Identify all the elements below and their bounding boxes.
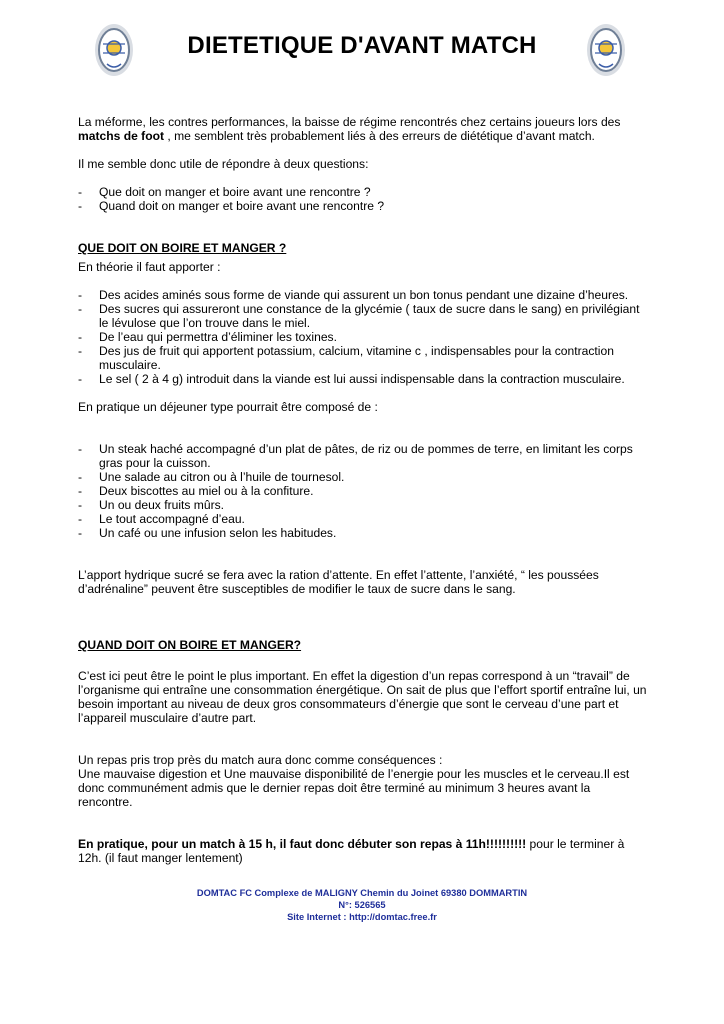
list-item: - Un ou deux fruits mûrs. (78, 498, 225, 512)
list-item: - Des jus de fruit qui apportent potassium, calcium, vitamine c , indispensables pour la contraction musculaire. (78, 344, 614, 372)
footer-number: N°: 526565 (338, 900, 386, 910)
footer-website: Site Internet : http://domtac.free.fr (287, 912, 437, 922)
consequences-paragraph (78, 753, 648, 809)
section-heading: QUE DOIT ON BOIRE ET MANGER ? (78, 241, 287, 255)
list-item: - Des sucres qui assureront une constance de la glycémie ( taux de sucre dans le sang) en privilégiant le lévulose que l’on trouve dans le miel. (78, 302, 640, 330)
question-list (78, 185, 648, 213)
practice-conclusion (78, 837, 648, 865)
intro-bold-text: matchs de foot (78, 129, 165, 143)
digestion-paragraph: C’est ici peut être le point le plus important. En effet la digestion d’un repas correspond à un “travail” de l’organisme qui entraîne une consommation énergétique. On sait de plus que l’effort sportif entraîne lui, un besoin important au niveau de deux gros consommateurs d’énergie que sont le cerveau d’une part et l’appareil musculaire d’autre part. (78, 669, 647, 725)
list-item: - Une salade au citron ou à l’huile de tournesol. (78, 470, 345, 484)
practice-lead: En pratique un déjeuner type pourrait être composé de : (78, 400, 378, 414)
intro-question-lead: Il me semble donc utile de répondre à deux questions: (78, 157, 369, 171)
list-item: - Que doit on manger et boire avant une rencontre ? (78, 185, 371, 199)
consequences-lead: Un repas pris trop près du match aura donc comme conséquences : (78, 753, 443, 767)
list-item: - De l’eau qui permettra d’éliminer les toxines. (78, 330, 337, 344)
list-item: - Le sel ( 2 à 4 g) introduit dans la viande est lui aussi indispensable dans la contraction musculaire. (78, 372, 625, 386)
conclusion-text: pour le terminer à 12h. (il faut manger lentement) (78, 837, 625, 865)
section-heading: QUAND DOIT ON BOIRE ET MANGER? (78, 638, 302, 652)
footer-address: DOMTAC FC Complexe de MALIGNY Chemin du Joinet 69380 DOMMARTIN (196, 888, 528, 898)
conclusion-bold-text: En pratique, pour un match à 15 h, il faut donc débuter son repas à 11h!!!!!!!!!! (78, 837, 527, 851)
list-item: - Quand doit on manger et boire avant une rencontre ? (78, 199, 385, 213)
page-title: DIETETIQUE D'AVANT MATCH (187, 32, 537, 59)
list-item: - Le tout accompagné d’eau. (78, 512, 245, 526)
meal-list (78, 442, 648, 540)
nutrient-list (78, 288, 648, 386)
section-lead: En théorie il faut apporter : (78, 260, 221, 274)
list-item: - Un café ou une infusion selon les habitudes. (78, 526, 337, 540)
list-item: - Un steak haché accompagné d’un plat de pâtes, de riz ou de pommes de terre, en limitant les corps gras pour la cuisson. (78, 442, 633, 470)
list-item: - Deux biscottes au miel ou à la confiture. (78, 484, 314, 498)
consequences-text: Une mauvaise digestion et Une mauvaise disponibilité de l’energie pour les muscles et le cerveau.Il est donc communément admis que le dernier repas doit être terminé au minimum 3 heures avant la rencontre. (78, 767, 630, 809)
hydration-paragraph: L’apport hydrique sucré se fera avec la ration d’attente. En effet l’attente, l’anxiété, “ les poussées d’adrénaline” peuvent être susceptibles de modifier le taux de sucre dans le sang. (78, 568, 599, 596)
intro-text-end: , me semblent très probablement liés à des erreurs de diététique d’avant match. (164, 129, 595, 143)
page-footer (0, 887, 724, 923)
intro-text: La méforme, les contres performances, la baisse de régime rencontrés chez certains joueurs lors des (78, 115, 621, 129)
intro-paragraph (78, 115, 648, 143)
list-item: - Des acides aminés sous forme de viande qui assurent un bon tonus pendant une dizaine d’heures. (78, 288, 629, 302)
